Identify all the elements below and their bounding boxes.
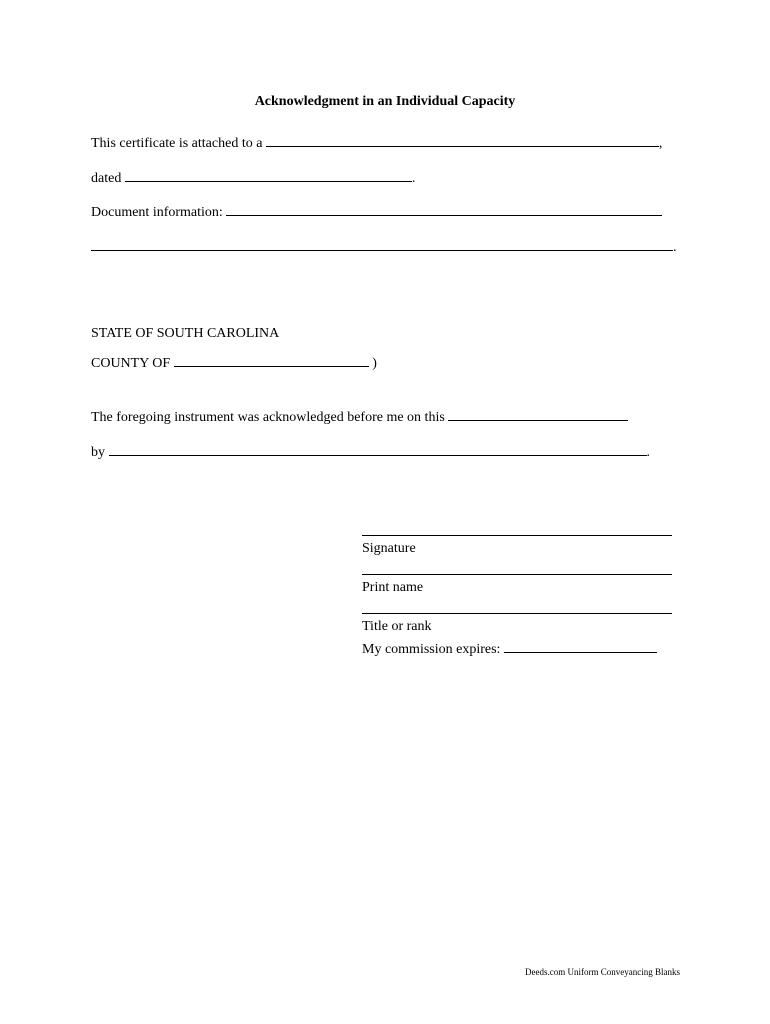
by-label: by bbox=[91, 445, 105, 460]
certificate-attached-label: This certificate is attached to a bbox=[91, 136, 263, 151]
certificate-attached-row bbox=[91, 132, 662, 152]
certificate-attached-comma: , bbox=[658, 136, 663, 151]
document-information-period: . bbox=[673, 240, 677, 255]
document-information-blank[interactable] bbox=[226, 201, 662, 216]
county-blank[interactable] bbox=[174, 352, 369, 367]
by-period: . bbox=[646, 445, 650, 460]
by-blank[interactable] bbox=[109, 441, 647, 456]
document-information-label: Document information: bbox=[91, 205, 223, 220]
commission-expires-row bbox=[362, 638, 657, 658]
document-information-row bbox=[91, 201, 662, 221]
dated-blank[interactable] bbox=[125, 167, 412, 182]
title-or-rank-line[interactable] bbox=[362, 613, 672, 614]
acknowledged-date-blank[interactable] bbox=[448, 406, 628, 421]
footer-text: Deeds.com Uniform Conveyancing Blanks bbox=[525, 967, 680, 977]
signature-label: Signature bbox=[362, 541, 416, 556]
dated-label: dated bbox=[91, 171, 122, 186]
by-row bbox=[91, 441, 650, 461]
county-row bbox=[91, 352, 377, 372]
acknowledged-row bbox=[91, 406, 628, 426]
title-or-rank-label: Title or rank bbox=[362, 619, 432, 634]
dated-period: . bbox=[411, 171, 416, 186]
acknowledged-label: The foregoing instrument was acknowledged before me on this bbox=[91, 410, 445, 425]
signature-line[interactable] bbox=[362, 535, 672, 536]
county-paren: ) bbox=[372, 356, 377, 371]
document-title: Acknowledgment in an Individual Capacity bbox=[254, 94, 516, 109]
dated-row bbox=[91, 167, 415, 187]
document-information-continued-blank[interactable] bbox=[91, 236, 673, 251]
commission-expires-label: My commission expires: bbox=[362, 642, 501, 657]
commission-expires-blank[interactable] bbox=[504, 638, 657, 653]
county-label: COUNTY OF bbox=[91, 356, 171, 371]
state-line: STATE OF SOUTH CAROLINA bbox=[91, 326, 280, 341]
document-information-continued-row bbox=[91, 236, 677, 256]
certificate-attached-blank[interactable] bbox=[266, 132, 659, 147]
print-name-label: Print name bbox=[362, 580, 424, 595]
print-name-line[interactable] bbox=[362, 574, 672, 575]
